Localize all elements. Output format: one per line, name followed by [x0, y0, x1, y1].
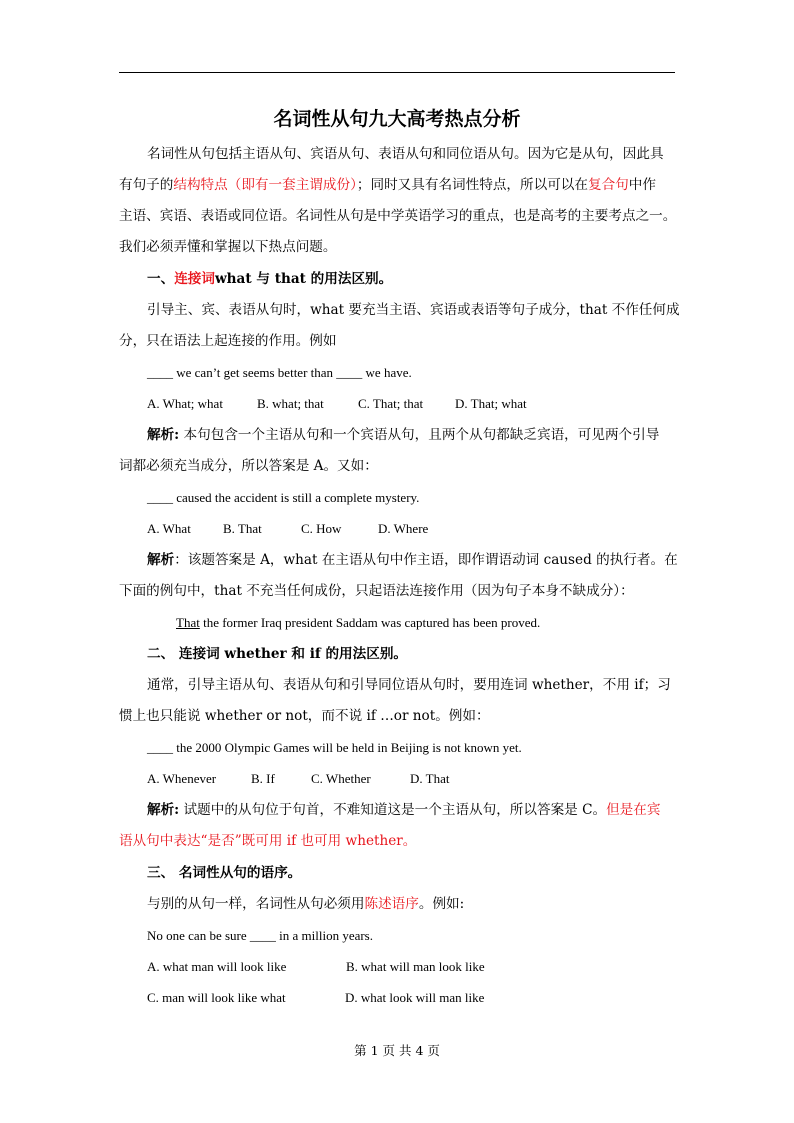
example-3: That the former Iraq president Saddam was captured has been proved. — [176, 615, 541, 630]
option: A. What; what — [147, 396, 223, 411]
analysis-2-line-1: 解析：该题答案是 A，what 在主语从句中作主语，即作谓语动词 caused 的执行者。在 — [147, 552, 678, 568]
section-2-heading: 二、 连接词 whether 和 if 的用法区别。 — [147, 646, 408, 662]
intro-line-2: 有句子的结构特点（即有一套主谓成份）；同时又具有名词性特点，所以可以在复合句中作 — [119, 177, 656, 193]
example-2: ____ caused the accident is still a complete mystery. — [147, 490, 420, 505]
analysis-1-line-2: 词都必须充当成分，所以答案是 A。又如： — [119, 458, 378, 474]
analysis-2-line-2: 下面的例句中，that 不充当任何成份，只起语法连接作用（因为句子本身不缺成分）： — [119, 583, 634, 599]
option: B. If — [251, 771, 275, 786]
option: A. Whenever — [147, 771, 217, 786]
section-1-para-2: 分，只在语法上起连接的作用。例如 — [119, 333, 337, 349]
option: D. Where — [378, 521, 429, 536]
option: C. Whether — [311, 771, 371, 786]
intro-line-4: 我们必须弄懂和掌握以下热点问题。 — [119, 239, 337, 255]
option: D. what look will man like — [345, 990, 485, 1005]
intro-line-3: 主语、宾语、表语或同位语。名词性从句是中学英语学习的重点，也是高考的主要考点之一。 — [119, 208, 677, 224]
highlight-compound: 复合句 — [587, 177, 629, 193]
option: A. What — [147, 521, 191, 536]
example-1: ____ we can’t get seems better than ____ we have. — [147, 365, 412, 380]
option: C. That; that — [358, 396, 424, 411]
analysis-3-line-2: 语从句中表达“是否”既可用 if 也可用 whether。 — [119, 833, 417, 849]
example-4: ____ the 2000 Olympic Games will be held in Beijing is not known yet. — [147, 740, 522, 755]
section-3-heading: 三、 名词性从句的语序。 — [147, 865, 302, 881]
section-2-para-2: 惯上也只能说 whether or not，而不说 if …or not。例如： — [119, 708, 490, 724]
option: B. what; that — [257, 396, 324, 411]
option: C. How — [301, 521, 342, 536]
option: B. what will man look like — [346, 959, 485, 974]
highlight-structure: 结构特点（即有一套主谓成份） — [173, 177, 357, 193]
page-footer: 第 1 页 共 4 页 — [354, 1043, 440, 1058]
option: D. That — [410, 771, 450, 786]
option: D. That; what — [455, 396, 527, 411]
option: A. what man will look like — [147, 959, 287, 974]
example-5: No one can be sure ____ in a million years. — [147, 928, 373, 943]
analysis-1-line-1: 解析: 本句包含一个主语从句和一个宾语从句，且两个从句都缺乏宾语，可见两个引导 — [147, 427, 660, 443]
section-3-para-1: 与别的从句一样，名词性从句必须用陈述语序。例如: — [147, 896, 465, 912]
intro-line-1: 名词性从句包括主语从句、宾语从句、表语从句和同位语从句。因为它是从句，因此具 — [147, 146, 664, 162]
header-rule — [119, 72, 675, 73]
option: B. That — [223, 521, 262, 536]
section-1-para-1: 引导主、宾、表语从句时，what 要充当主语、宾语或表语等句子成分，that 不作任何成 — [147, 302, 680, 318]
section-1-heading: 一、连接词what 与 that 的用法区别。 — [147, 271, 393, 287]
option: C. man will look like what — [147, 990, 286, 1005]
section-2-para-1: 通常，引导主语从句、表语从句和引导同位语从句时，要用连词 whether，不用 if；习 — [147, 677, 671, 693]
page-title: 名词性从句九大高考热点分析 — [273, 108, 521, 130]
analysis-3-line-1: 解析: 试题中的从句位于句首，不难知道这是一个主语从句，所以答案是 C。但是在宾 — [147, 802, 661, 818]
